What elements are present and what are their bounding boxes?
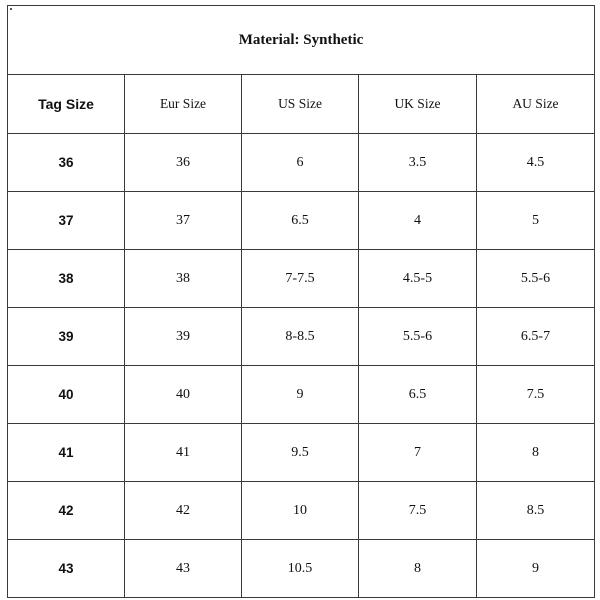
cell-eur-size	[125, 134, 242, 192]
cell-value: 6.5	[291, 213, 309, 228]
cell-tag-size	[8, 482, 125, 540]
cell-us-size	[242, 308, 359, 366]
header-eur-size: Eur Size	[125, 75, 242, 134]
cell-value: 43	[176, 561, 190, 576]
cell-value: 42	[176, 503, 190, 518]
cell-value: 38	[58, 271, 74, 286]
cell-value: 8.5	[526, 503, 545, 518]
cell-value: 36	[176, 155, 190, 170]
cell-value: 41	[176, 445, 190, 460]
cell-eur-size	[125, 424, 242, 482]
cell-tag-size	[8, 250, 125, 308]
cell-value: 8	[414, 561, 421, 576]
cell-value: 43	[58, 561, 74, 576]
cell-us-size	[242, 482, 359, 540]
header-uk-size: UK Size	[359, 75, 477, 134]
cell-uk-size	[359, 192, 477, 250]
table-row	[8, 540, 595, 598]
cell-eur-size	[125, 540, 242, 598]
cell-value: 4.5-5	[402, 271, 433, 286]
cell-value: 3.5	[408, 155, 427, 170]
cell-value: 37	[176, 213, 190, 228]
size-chart-table	[7, 5, 595, 598]
cell-uk-size	[359, 134, 477, 192]
header-au-size: AU Size	[477, 75, 595, 134]
cell-value: 4	[414, 213, 421, 228]
cell-tag-size	[8, 366, 125, 424]
cell-us-size	[242, 424, 359, 482]
cell-value: 5	[532, 213, 539, 228]
cell-eur-size	[125, 192, 242, 250]
cell-value: 7.5	[526, 387, 545, 402]
cell-value: 6	[296, 155, 304, 170]
cell-tag-size	[8, 308, 125, 366]
cell-value: 39	[58, 329, 74, 344]
cell-uk-size	[359, 250, 477, 308]
cell-value: 10.5	[287, 561, 313, 576]
cell-value: 5.5-6	[402, 329, 433, 344]
table-row	[8, 308, 595, 366]
cell-au-size	[477, 192, 595, 250]
corner-tick-mark	[10, 8, 12, 10]
cell-value: 41	[58, 445, 74, 460]
cell-au-size	[477, 250, 595, 308]
cell-us-size	[242, 250, 359, 308]
cell-au-size	[477, 424, 595, 482]
cell-value: 40	[176, 387, 190, 402]
cell-value: 9	[296, 387, 304, 402]
cell-value: 8	[532, 445, 539, 460]
cell-us-size	[242, 134, 359, 192]
header-tag-size: Tag Size	[8, 75, 125, 134]
cell-value: 9	[532, 561, 539, 576]
cell-value: 9.5	[291, 445, 309, 460]
cell-eur-size	[125, 482, 242, 540]
cell-tag-size	[8, 134, 125, 192]
cell-uk-size	[359, 540, 477, 598]
cell-us-size	[242, 192, 359, 250]
table-row	[8, 482, 595, 540]
table-row	[8, 192, 595, 250]
table-title: Material: Synthetic	[8, 6, 595, 75]
cell-value: 7.5	[408, 503, 427, 518]
cell-uk-size	[359, 308, 477, 366]
cell-tag-size	[8, 424, 125, 482]
cell-uk-size	[359, 366, 477, 424]
cell-value: 38	[176, 271, 190, 286]
cell-value: 7	[414, 445, 421, 460]
cell-au-size	[477, 134, 595, 192]
cell-uk-size	[359, 424, 477, 482]
cell-us-size	[242, 366, 359, 424]
header-row	[8, 75, 595, 134]
table-row	[8, 366, 595, 424]
cell-value: 39	[176, 329, 190, 344]
cell-value: 10	[293, 503, 307, 518]
cell-au-size	[477, 482, 595, 540]
cell-value: 6.5	[408, 387, 427, 402]
cell-value: 36	[58, 155, 74, 170]
cell-value: 40	[58, 387, 74, 402]
cell-us-size	[242, 540, 359, 598]
cell-value: 7-7.5	[285, 271, 315, 286]
cell-value: 42	[58, 503, 74, 518]
cell-value: 5.5-6	[520, 271, 551, 286]
cell-value: 4.5	[526, 155, 545, 170]
table-row	[8, 134, 595, 192]
header-us-size: US Size	[242, 75, 359, 134]
cell-eur-size	[125, 366, 242, 424]
cell-au-size	[477, 308, 595, 366]
cell-value: 37	[58, 213, 74, 228]
cell-tag-size	[8, 192, 125, 250]
cell-eur-size	[125, 250, 242, 308]
cell-value: 8-8.5	[285, 329, 315, 344]
cell-uk-size	[359, 482, 477, 540]
table-row	[8, 250, 595, 308]
cell-eur-size	[125, 308, 242, 366]
cell-tag-size	[8, 540, 125, 598]
table-row	[8, 424, 595, 482]
cell-au-size	[477, 366, 595, 424]
cell-au-size	[477, 540, 595, 598]
cell-value: 6.5-7	[520, 329, 551, 344]
